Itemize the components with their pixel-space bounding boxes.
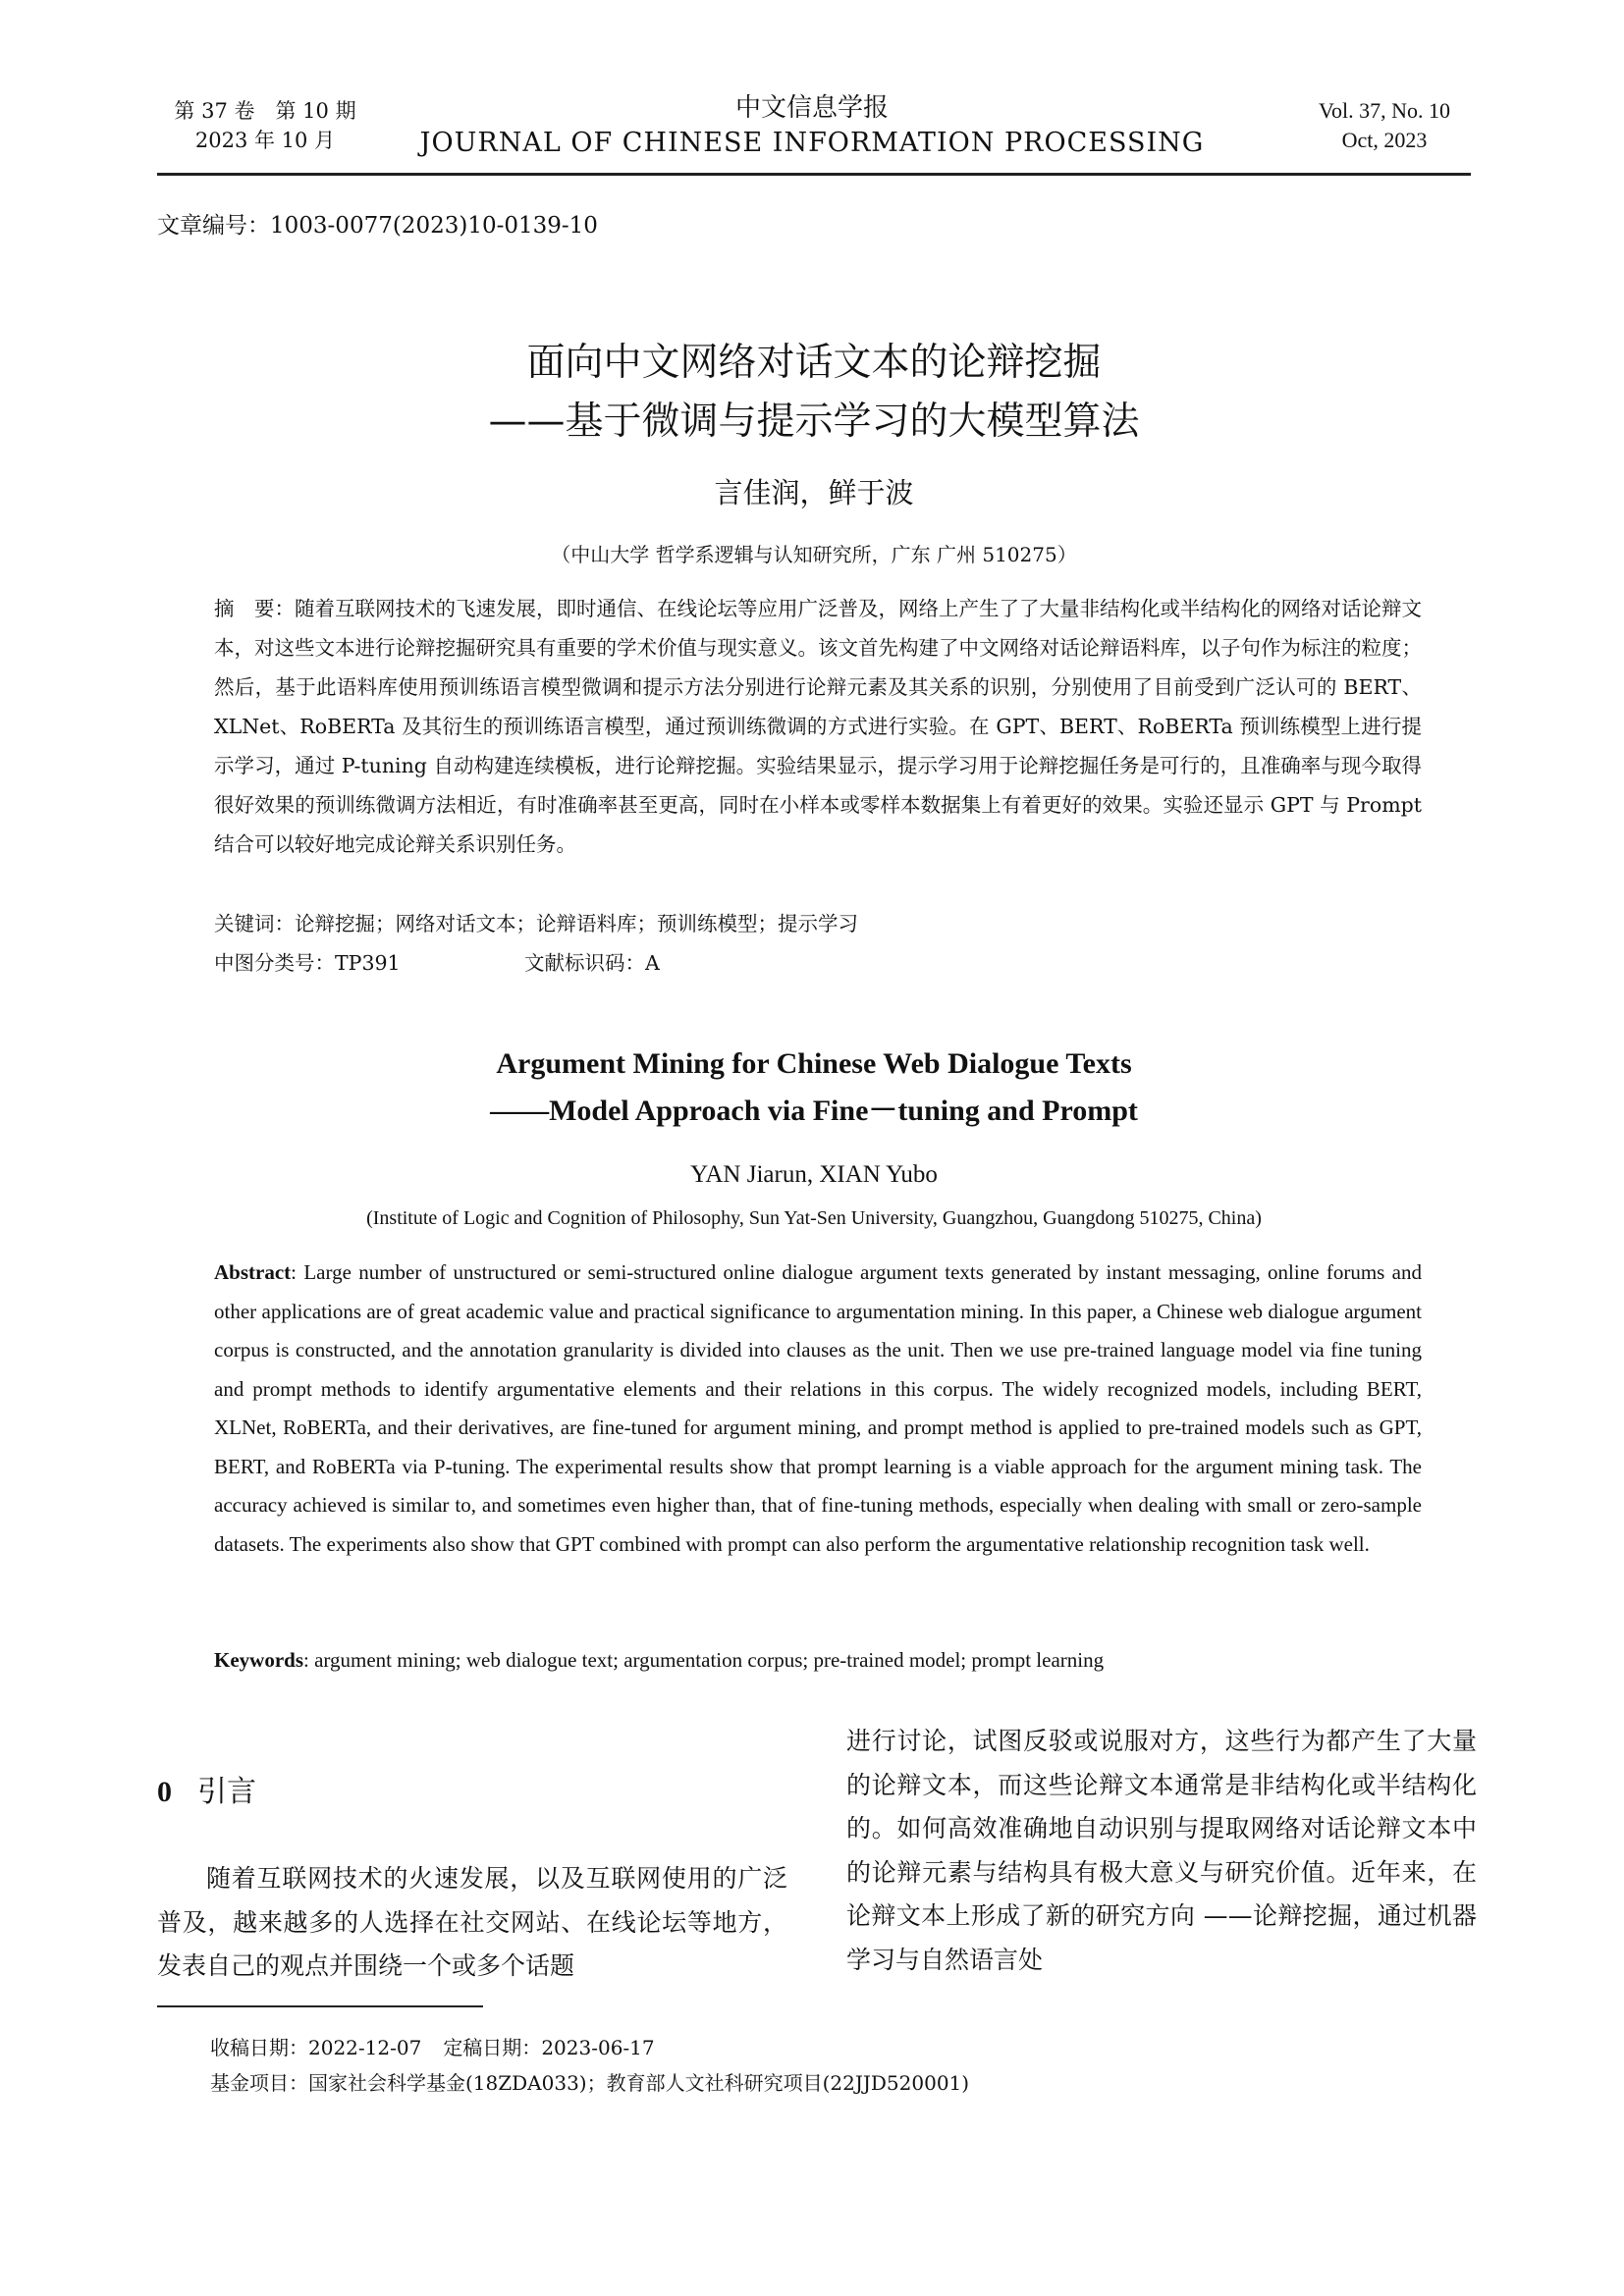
keywords-en-text: : argument mining; web dialogue text; argumentation corpus; pre-trained model; prompt learning xyxy=(303,1648,1105,1672)
affiliation-en: (Institute of Logic and Cognition of Philosophy, Sun Yat-Sen University, Guangzhou, Guangdong 510275, China) xyxy=(366,1207,1262,1229)
affiliation-cn: （中山大学 哲学系逻辑与认知研究所，广东 广州 510275） xyxy=(551,543,1077,566)
abstract-en-label: Abstract xyxy=(214,1260,292,1284)
header-rule xyxy=(157,173,1471,176)
authors-cn: 言佳润，鲜于波 xyxy=(714,476,914,509)
keywords-en-label: Keywords xyxy=(214,1648,303,1672)
body-column-left: 随着互联网技术的火速发展，以及互联网使用的广泛普及，越来越多的人选择在社交网站、在线论坛等地方，发表自己的观点并围绕一个或多个话题 xyxy=(157,1864,787,1980)
header-journal-name xyxy=(412,90,1212,161)
keywords-cn-label: 关键词： xyxy=(214,912,295,935)
title-cn-line1: 面向中文网络对话文本的论辩挖掘 xyxy=(526,341,1102,385)
header-issue-info xyxy=(157,96,373,155)
received-label: 收稿日期： xyxy=(210,2036,308,2059)
journal-name-cn: 中文信息学报 xyxy=(734,93,889,123)
title-en-line1: Argument Mining for Chinese Web Dialogue Texts xyxy=(496,1047,1132,1080)
volume-issue: 第 37 卷 第 10 期 xyxy=(174,99,356,123)
section-title: 引言 xyxy=(197,1775,256,1809)
received-date: 2022-12-07 xyxy=(308,2036,422,2059)
title-cn-line2: ——基于微调与提示学习的大模型算法 xyxy=(488,400,1140,444)
issue-date-en: Oct, 2023 xyxy=(1341,128,1428,152)
volume-issue-en: Vol. 37, No. 10 xyxy=(1318,98,1451,123)
section-number: 0 xyxy=(157,1776,172,1808)
keywords-cn-text: 论辩挖掘；网络对话文本；论辩语料库；预训练模型；提示学习 xyxy=(295,912,858,935)
classification-value: TP391 xyxy=(335,951,401,975)
footnote-fund xyxy=(210,2065,1418,2101)
abstract-cn-label: 摘 要： xyxy=(214,597,295,620)
document-code-label: 文献标识码： xyxy=(524,951,645,975)
footnote-dates xyxy=(210,2030,1418,2065)
abstract-cn xyxy=(214,589,1422,864)
issue-date-cn: 2023 年 10 月 xyxy=(194,129,336,152)
fund-text: 国家社会科学基金(18ZDA033)；教育部人文社科研究项目(22JJD520001) xyxy=(308,2071,970,2095)
article-number: 文章编号：1003-0077(2023)10-0139-10 xyxy=(157,213,598,239)
final-label: 定稿日期： xyxy=(443,2036,542,2059)
section-heading xyxy=(157,1773,256,1812)
abstract-en xyxy=(214,1254,1422,1564)
authors-en: YAN Jiarun, XIAN Yubo xyxy=(690,1161,938,1188)
final-date: 2023-06-17 xyxy=(541,2036,655,2059)
fund-label: 基金项目： xyxy=(210,2071,308,2095)
abstract-cn-text: 随着互联网技术的飞速发展，即时通信、在线论坛等应用广泛普及，网络上产生了了大量非结构化或半结构化的网络对话论辩文本，对这些文本进行论辩挖掘研究具有重要的学术价值与现实意义。该文首先构建了中文网络对话论辩语料库，以子句作为标注的粒度；然后，基于此语料库使用预训练语言模型微调和提示方法分别进行论辩元素及其关系的识别，分别使用了目前受到广泛认可的 BERT、XLNet、RoBERTa 及其衍生的预训练语言模型，通过预训练微调的方式进行实验。在 GPT、BERT、RoBERTa 预训练模型上进行提示学习，通过 P-tuning 自动构建连续模板，进行论辩挖掘。实验结果显示，提示学习用于论辩挖掘任务是可行的，且准确率与现今取得很好效果的预训练微调方法相近，有时准确率甚至更高，同时在小样本或零样本数据集上有着更好的效果。实验还显示 GPT 与 Prompt 结合可以较好地完成论辩关系识别任务。 xyxy=(214,597,1422,856)
header-volume-en xyxy=(1286,96,1483,155)
body-column-right: 进行讨论，试图反驳或说服对方，这些行为都产生了大量的论辩文本，而这些论辩文本通常是非结构化或半结构化的。如何高效准确地自动识别与提取网络对话论辩文本中的论辩元素与结构具有极大意义与研究价值。近年来，在论辩文本上形成了新的研究方向 ——论辩挖掘，通过机器学习与自然语言处 xyxy=(846,1727,1477,1974)
paper-title-en xyxy=(157,1041,1471,1135)
paper-title-cn xyxy=(157,334,1471,452)
journal-name-en: JOURNAL OF CHINESE INFORMATION PROCESSING xyxy=(419,128,1205,158)
title-en-line2: ——Model Approach via Fine－tuning and Prompt xyxy=(490,1095,1138,1127)
classification-label: 中图分类号： xyxy=(214,951,335,975)
classification-number xyxy=(214,951,401,975)
classification-row xyxy=(214,943,1422,983)
keywords-cn xyxy=(214,904,1422,943)
document-code xyxy=(524,943,660,983)
footnote-rule xyxy=(157,2005,483,2007)
document-code-value: A xyxy=(645,951,660,975)
abstract-en-text: : Large number of unstructured or semi-structured online dialogue argument texts generated by instant messaging, online forums and other applications are of great academic value and practical significance to argumentation mining. In this paper, a Chinese web dialogue argument corpus is constructed, and the annotation granularity is divided into clauses as the unit. Then we use pre-trained language model via fine tuning and prompt methods to identify argumentative elements and their relations in this corpus. The widely recognized models, including BERT, XLNet, RoBERTa, and their derivatives, are fine-tuned for argument mining, and prompt method is applied to pre-trained models such as GPT, BERT, and RoBERTa via P-tuning. The experimental results show that prompt learning is a viable approach for the argument mining task. The accuracy achieved is similar to, and sometimes even higher than, that of fine-tuning methods, especially when dealing with small or zero-sample datasets. The experiments also show that GPT combined with prompt can also perform the argumentative relationship recognition task well. xyxy=(214,1260,1422,1556)
keywords-en xyxy=(214,1641,1422,1681)
footnote xyxy=(210,2030,1418,2101)
